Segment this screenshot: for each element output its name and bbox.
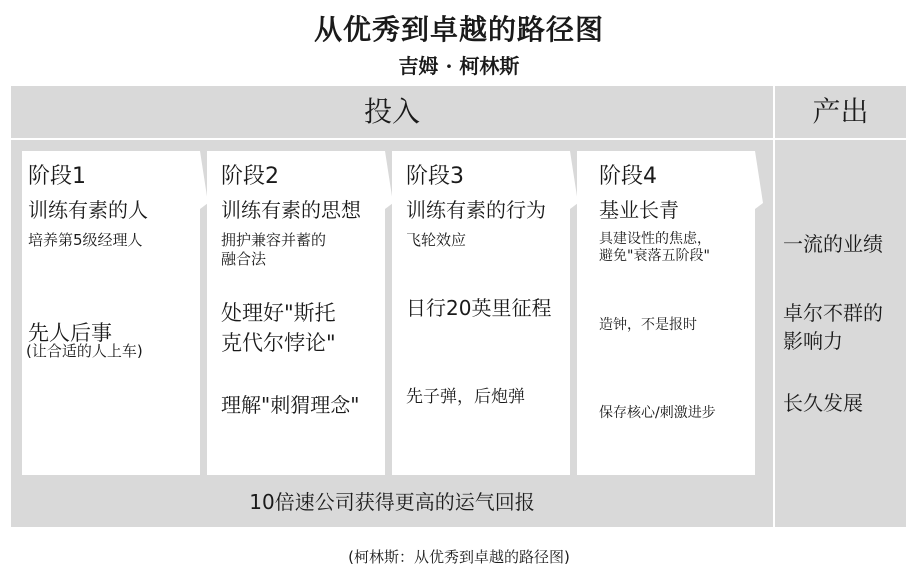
stage-2-item-2a: 处理好"斯托 [221, 301, 336, 325]
stage-4-item-1b: 避免"衰落五阶段" [599, 248, 710, 264]
output-item-3: 长久发展 [783, 391, 863, 415]
diagram-title: 从优秀到卓越的路径图 [313, 13, 604, 46]
stage-1-item-2: 先人后事 [28, 321, 112, 345]
output-item-2a: 卓尔不群的 [783, 301, 883, 325]
stage-2-subtitle: 训练有素的思想 [221, 198, 361, 222]
stage-4-name: 阶段4 [599, 164, 657, 189]
stage-2-item-1a: 拥护兼容并蓄的 [221, 231, 327, 249]
stage-2-name: 阶段2 [221, 164, 279, 189]
stage-1-item-1: 培养第5级经理人 [28, 231, 143, 249]
stage-3-card [392, 151, 577, 475]
stage-4-item-2: 造钟，不是报时 [599, 317, 697, 333]
stage-4-card [577, 151, 773, 475]
stage-2-item-3: 理解"刺猬理念" [221, 393, 360, 417]
stage-2-item-2b: 克代尔悖论" [221, 331, 336, 355]
output-item-2b: 影响力 [783, 329, 843, 353]
output-item-1: 一流的业绩 [783, 232, 883, 256]
header-output: 产出 [812, 95, 869, 128]
stage-1-item-2-note: (让合适的人上车) [26, 342, 143, 360]
stage-3-item-1: 飞轮效应 [406, 231, 467, 249]
stage-4-subtitle: 基业长青 [599, 198, 679, 222]
stage-1-name: 阶段1 [28, 164, 86, 189]
author-name: 吉姆 · 柯林斯 [398, 54, 520, 78]
stage-1-card [22, 151, 217, 475]
stage-3-name: 阶段3 [406, 164, 464, 189]
stage-4-item-1a: 具建设性的焦虑， [599, 231, 711, 247]
stage-3-subtitle: 训练有素的行为 [406, 198, 546, 222]
output-divider [773, 86, 775, 527]
source-caption: (柯林斯：从优秀到卓越的路径图) [348, 548, 570, 566]
header-divider [11, 138, 906, 140]
stage-2-item-1b: 融合法 [221, 250, 267, 268]
bottom-banner-text: 10倍速公司获得更高的运气回报 [249, 490, 535, 514]
header-input: 投入 [363, 95, 420, 128]
stage-3-item-3: 先子弹，后炮弹 [406, 387, 525, 407]
stage-3-item-2: 日行20英里征程 [406, 296, 552, 320]
stage-1-subtitle: 训练有素的人 [28, 198, 148, 222]
stage-2-card [207, 151, 402, 475]
stage-4-item-3: 保存核心/刺激进步 [599, 405, 716, 421]
